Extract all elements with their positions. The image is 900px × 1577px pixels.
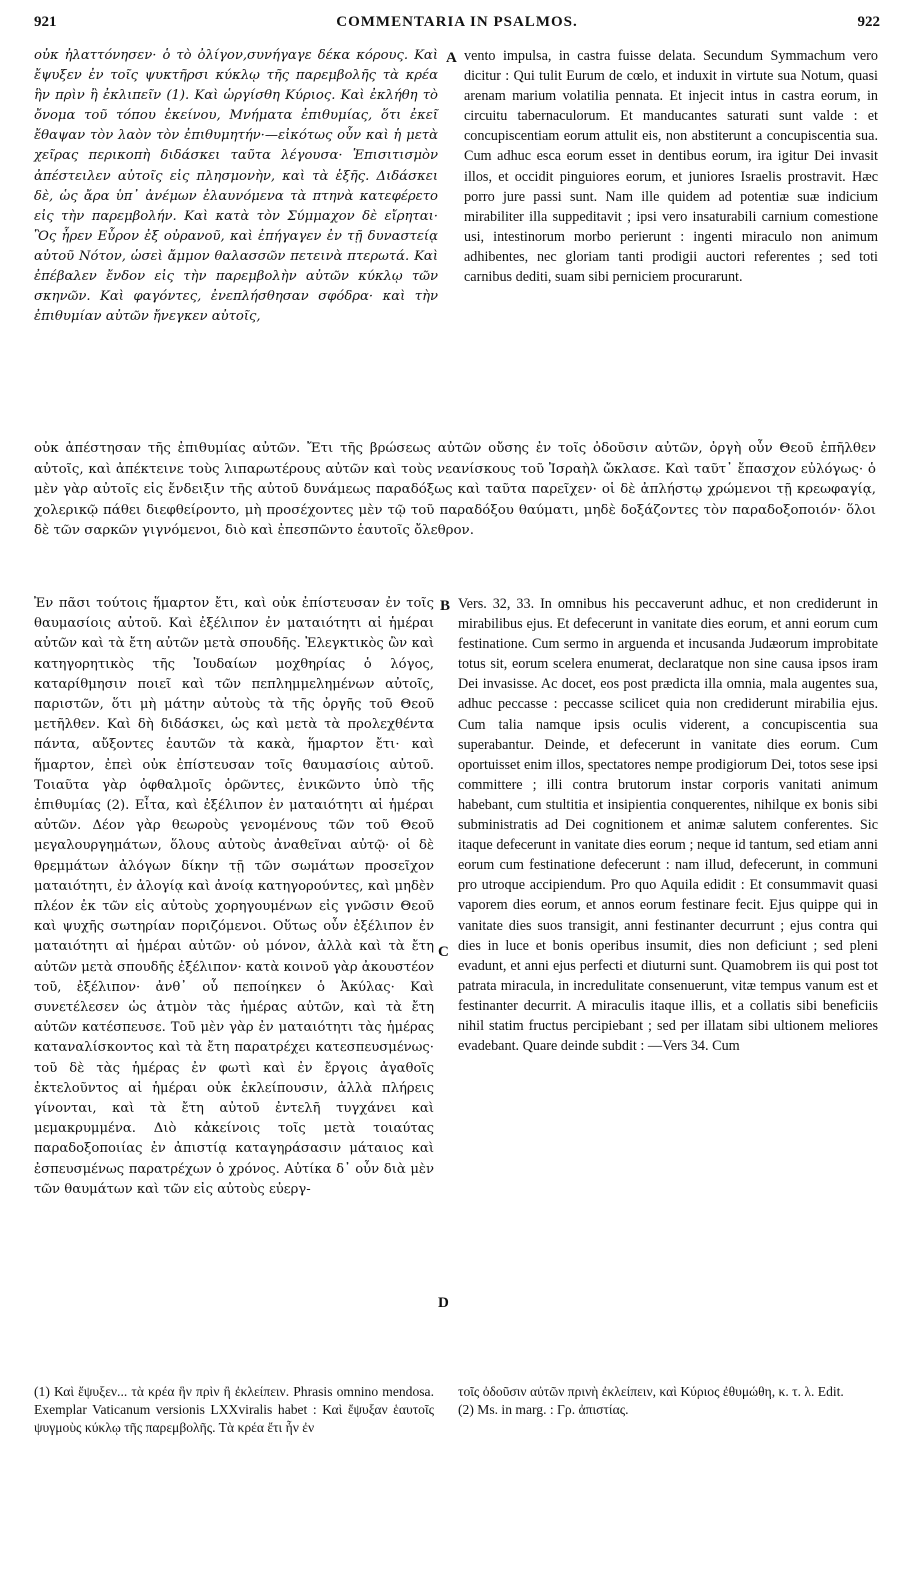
latin-column-bottom xyxy=(458,594,878,1056)
running-title: COMMENTARIA IN PSALMOS. xyxy=(336,14,578,30)
footnote-right xyxy=(458,1383,878,1419)
footnote-1: (1) Καὶ ἔψυξεν... τὰ κρέα ἣν πρὶν ἢ ἐκλείπειν. Phrasis omnino mendosa. Exemplar Vaticanum versionis LXXviralis habet : Καὶ ἔψυξαν ἑαυτοῖς ψυγμοὺς κύκλῳ τῆς παρεμβολῆς. Τὰ κρέα ἔτι ἦν ἐν xyxy=(34,1384,434,1435)
page-number-right: 922 xyxy=(857,14,880,30)
greek-full-width-paragraph: οὐκ ἀπέστησαν τῆς ἐπιθυμίας αὐτῶν. Ἔτι τῆς βρώσεως αὐτῶν οὔσης ἐν τοῖς ὀδοῦσιν αὐτῶν, ὀργὴ οὖν Θεοῦ ἐπῆλθεν αὐτοῖς, καὶ ἀπέκτεινε τοὺς λιπαρωτέρους αὐτῶν καὶ τοὺς νεανίσκους τοῦ Ἰσραὴλ ὤκλασε. Καὶ ταῦτ᾽ ἔπασχον εὐλόγως· ὁ μὲν γὰρ αὐτοῖς εἰς ἔνδειξιν τῆς αὐτοῦ δυνάμεως παραδόξως καὶ ταῦτα παρεῖχεν· οἱ δὲ ἀπλήστῳ χρώμενοι τῇ κρεωφαγίᾳ, χολερικῷ πάθει διεφθείροντο, μὴ προσέχοντες μὲν τῷ τοῦ παραδόξου θαύματι, μηδὲ δοξάζοντες τὸν παραδοξοποιόν· ὅλοι δὲ τῶν σαρκῶν γιγνόμενοι, διὸ καὶ ἐπεσπῶντο ἑαυτοῖς ὄλεθρον. xyxy=(34,441,876,539)
footnote-2: (2) Ms. in marg. : Γρ. ἀπιστίας. xyxy=(458,1402,629,1417)
footnote-1-continued: τοῖς ὀδοῦσιν αὐτῶν πρινὴ ἐκλείπειν, καὶ Κύριος ἐθυμώθη, κ. τ. λ. Edit. xyxy=(458,1384,844,1399)
running-header xyxy=(34,14,880,38)
greek-column-top xyxy=(34,46,438,327)
latin-paragraph-bottom: Vers. 32, 33. In omnibus his peccaverunt adhuc, et non crediderunt in mirabilibus ejus. Et defecerunt in vanitate dies eorum, et anni eorum cum festinatione. Cum sermo in arguenda et incusanda Judæorum improbitate totus sit, eorum scelera enumerat, declaratque non sine causa ipsos iram Dei invasisse. Ac docet, eos post prædicta illa omnia, mala augentes sua, adhuc peccasse : peccasse scilicet quia non crediderunt mirabilia ejus. Cum talia namque ipsis oculis viderent, a concupiscentia sua superabantur. Deinde, et defecerunt in vanitate dies eorum. Cum oportuisset enim illos, spectatores nempe prodigiorum Dei, totos sese ipsi committere ; illi contra brutorum instar corporis vanitati animum habebant, cum stultitia et insipientia conquerentes, nihilque ex bonis sibi subministratis ad Dei cognitionem et animæ salutem conferentes. Sic itaque defecerunt in vanitate dies eorum ; neque id tantum, sed etiam anni eorum cum festinatione defecerunt : nam illud, defecerunt, in communi pro utroque accipiendum. Pro quo Aquila edidit : Et consummavit quasi vaporem dies eorum, et annos eorum festinare fecit. Ejus quippe qui in vanitate dies suos transigit, anni festinanter decurrunt ; ejus contra qui dies in luce et bonis operibus insumit, dies non deficiunt ; sed pleni evadunt, et anni ejus perfecti et diuturni sunt. Quamobrem iis qui post tot patrata miracula, in incredulitate consenuerunt, vitæ tempus vanum est et festinanter decurrit. A miraculis itaque illis, et a collatis sibi beneficiis nihil statim fructus percipiebant ; sed per illatam sibi ultionem meliores evadebant. Quare deinde subdit : —Vers 34. Cum xyxy=(458,596,878,1055)
greek-paragraph-bottom: Ἐν πᾶσι τούτοις ἥμαρτον ἔτι, καὶ οὐκ ἐπίστευσαν ἐν τοῖς θαυμασίοις αὐτοῦ. Καὶ ἐξέλιπον ἐν ματαιότητι αἱ ἡμέραι αὐτῶν καὶ τὰ ἔτη αὐτῶν μετὰ σπουδῆς. Ἐλεγκτικὸς ὢν καὶ κατηγορητικὸς τῆς Ἰουδαίων μοχθηρίας ὁ λόγος, καταρίθμησιν ποιεῖ καὶ τῶν πεπλημμελημένων αὐτοῖς, παριστῶν, ὅτι μὴ μάτην αὐτοὺς τὰ τῆς ὀργῆς τοῦ Θεοῦ μετῆλθεν. Καὶ δὴ διδάσκει, ὡς καὶ μετὰ τὰ προλεχθέντα πάντα, αὔξοντες ἑαυτῶν τὰ κακὰ, ἥμαρτον ἔτι· καὶ ἥμαρτον, ἐπεὶ οὐκ ἐπίστευσαν τοῖς θαυμασίοις αὐτοῦ. Τοιαῦτα γὰρ ὀφθαλμοῖς ὁρῶντες, ἐνικῶντο ὑπὸ τῆς ἐπιθυμίας (2). Εἶτα, καὶ ἐξέλιπον ἐν ματαιότητι αἱ ἡμέραι αὐτῶν. Δέον γὰρ θεωροὺς γενομένους τῶν τοῦ Θεοῦ μεγαλουργημάτων, ὅλους αὐτοὺς ἀναθεῖναι αὐτῷ· οἱ δὲ θρεμμάτων ἀλόγων δίκην τῇ τῶν σωμάτων προσεῖχον ματαιότητι, ἐν ἀλογίᾳ καὶ ἀνοίᾳ κατηγορούντες, καὶ μηδὲν πλέον ἐκ τῶν εἰς αὐτοὺς χορηγουμένων εἰς γνῶσιν Θεοῦ καὶ ψυχῆς σωτηρίαν ποριζόμενοι. Οὕτως οὖν ἐξέλιπον ἐν ματαιότητι αἱ ἡμέραι αὐτῶν· οὐ μόνον, ἀλλὰ καὶ τὰ ἔτη αὐτῶν μετὰ σπουδῆς ἐξέλιπον· κατὰ κοινοῦ γὰρ ἀκουστέον τοῦ, ἐξέλιπον· ἀνθ᾽ οὗ πεποίηκεν ὁ Ἀκύλας· Καὶ συνετέλεσεν ὡς ἀτμὸν τὰς ἡμέρας αὐτῶν, καὶ τὰ ἔτη αὐτῶν κατέσπευσε. Τοῦ μὲν γὰρ ἐν ματαιότητι τὰς ἡμέρας καταναλίσκοντος καὶ τὰ ἔτη παρατρέχει κατεσπευσμένως· τοῦ δὲ τὰς ἡμέρας ἐν φωτὶ καὶ ἐν ἔργοις ἀγαθοῖς ἐκτελοῦντος αἱ ἡμέραι οὐκ ἐκλείπουσιν, ἀλλὰ πλήρεις γίνονται, καὶ τὰ ἔτη αὐτοῦ ἐντελῆ τυγχάνει καὶ μεμακρυμμένα. Διὸ κἀκείνοις τοῖς μετὰ τοιαύτας παραδοξοποιίας ἐν ἀπιστίᾳ καταγηράσασιν μάταιος καὶ ἐσπευσμένως παρατρέχων ὁ χρόνος. Αὐτίκα δ᾽ οὖν διὰ μὲν τῶν θαυμάτων καὶ τῶν εἰς αὐτοὺς εὐεργ- xyxy=(34,596,434,1197)
latin-paragraph-top: vento impulsa, in castra fuisse delata. Secundum Symmachum vero dicitur : Qui tulit Eurum de cœlo, et induxit in virtute sua Notum, quasi arenam marium volatilia pennata. Et injecit intus in castra eorum, in circuitu tabernaculorum. Et manducantes saturati sunt valde : et concupiscentiam eorum attulit eis, non abstiterunt a concupiscentia sua. Cum adhuc esca eorum esset in dentibus eorum, ira igitur Dei invasit illos, et occidit pinguiores eorum, et juniores Israelis prostravit. Hæc porro jure passi sunt. Nam ille quidem ad potentiæ suæ indicium mirabiliter illa suppeditavit ; ipsi vero insaturabili carnium comestione usi, intestinorum morbo perierunt : ingenti miraculo non animum adhibentes, nec gloriam tanti prodigii auctori referentes ; sed toti carnibus dediti, suam sibi perniciem procurarunt. xyxy=(464,48,878,286)
latin-column-top xyxy=(464,46,878,287)
footnote-left xyxy=(34,1383,434,1437)
greek-paragraph-top: οὐκ ἠλαττόνησεν· ὁ τὸ ὀλίγον,συνήγαγε δέκα κόρους. Καὶ ἔψυξεν ἐν τοῖς ψυκτῆρσι κύκλῳ τῆς παρεμβολῆς τὰ κρέα ἣν πρὶν ἢ ἐκλιπεῖν (1). Καὶ ὡργίσθη Κύριος. Καὶ ἐκλήθη τὸ ὄνομα τοῦ τόπου ἐκείνου, Μνήματα ἐπιθυμίας, ὅτι ἐκεῖ ἔθαψαν τὸν λαὸν τὸν ἐπιθυμητήν·—εἰκότως οὖν καὶ ἡ μετὰ χεῖρας περικοπὴ διδάσκει ταῦτα λέγουσα· Ἐπισιτισμὸν ἀπέστειλεν αὐτοῖς εἰς πλησμονὴν, καὶ τὰ ἑξῆς. Διδάσκει δὲ, ὡς ἄρα ὑπ᾽ ἀνέμων ἐλαυνόμενα τὰ πτηνὰ κατεφέρετο εἰς τὴν παρεμβολήν. Καὶ κατὰ τὸν Σύμμαχον δὲ εἴρηται· Ὃς ἦρεν Εὖρον ἐξ οὐρανοῦ, καὶ ἐπήγαγεν ἐν τῇ δυναστείᾳ αὐτοῦ Νότον, ὡσεὶ ἄμμον θαλασσῶν πετεινὰ πτερωτά. Καὶ ἐπέβαλεν ἔνδον εἰς τὴν παρεμβολὴν αὐτῶν κύκλῳ τῶν σκηνῶν. Καὶ φαγόντες, ἐνεπλήσθησαν σφόδρα· καὶ τὴν ἐπιθυμίαν αὐτῶν ἤνεγκεν αὐτοῖς, xyxy=(34,48,438,325)
margin-marker-c: C xyxy=(438,944,449,960)
margin-marker-a: A xyxy=(446,50,457,66)
greek-full-width-block xyxy=(34,439,876,542)
margin-marker-b: B xyxy=(440,598,451,614)
greek-column-bottom xyxy=(34,594,434,1200)
margin-marker-d: D xyxy=(438,1295,449,1311)
page-number-left: 921 xyxy=(34,14,57,30)
